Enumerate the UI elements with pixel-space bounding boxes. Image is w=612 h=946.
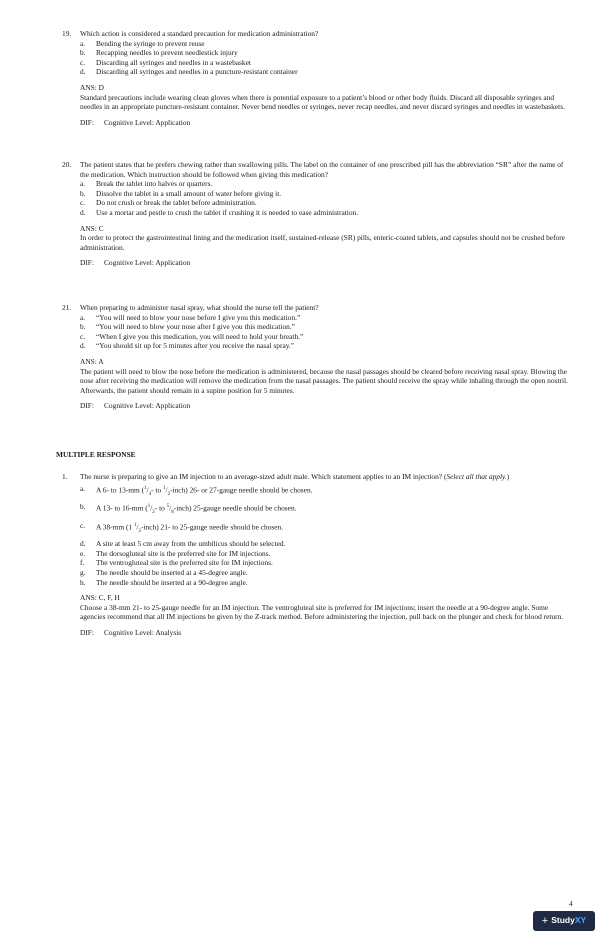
rationale: Standard precautions include wearing clean gloves when there is potential exposure to a patient’s blood or other body fluids. Discard all disposable syringes and needles in an appropriate puncture-resistant container. Never bend needles or syringes, never recap needles, and never discard syringes and needles in wastebaskets. [80,92,565,112]
option-b: b. “You will need to blow your nose after I give you this medication.” [80,322,295,332]
option-c: c. Discarding all syringes and needles in a wastebasket [80,57,251,67]
rationale: The patient will need to blow the nose before the medication is administered, because the nasal passages should be cleared before receiving nasal spray. Blowing the nose after receiving the medication will remove the medication from the nasal passages. The patient should receive the spray while inhaling through the open nostril. Afterwards, the patient should remain in a supine position for 5 minutes. [80,366,568,395]
option-b: b. Recapping needles to prevent needlestick injury [80,48,238,58]
rationale: Choose a 38-mm 21- to 25-gauge needle for an IM injection. The ventrogluteal site is preferred for IM injections; insert the needle at a 90-degree angle. Some agencies recommend that all IM injections be given by the Z-track method. Before administering the injection, pull back on the plunger and check for blood return. [80,602,564,622]
option-a: a. A 6- to 13-mm ($^1/_4-$ to $^1/_2-inch$) 26- or 27-gauge needle should be chosen. [80,483,313,497]
option-a: a. Bending the syringe to prevent reuse [80,38,205,48]
answer-key: ANS: C [80,223,104,233]
question-number: 21. [62,303,72,312]
studyxy-logo[interactable] [533,911,595,931]
option-c: c. A 38-mm (1 $^1/_2-inch$) 21- to 25-gauge needle should be chosen. [80,520,284,534]
question-stem: 21. When preparing to administer nasal spray, what should the nurse tell the patient? [62,303,319,312]
question-stem: 20. The patient states that he prefers chewing rather than swallowing pills. The label on the container of one prescribed pill has the abbreviation “SR” after the name of the medication. Which instruction should be followed when giving this medication? [62,160,564,179]
page-number: 4 [569,899,573,908]
plus-icon: + [541,914,549,927]
option-h: h. The needle should be inserted at a 90-degree angle. [80,577,248,587]
brand-name: StudyXY [551,915,587,926]
option-d: d. Discarding all syringes and needles in a puncture-resistant container [80,67,298,77]
answer-key: ANS: A [80,356,104,366]
option-c: c. “When I give you this medication, you will need to hold your breath.” [80,331,304,341]
question-19 [62,29,572,127]
question-number: 1. [62,472,68,481]
question-stem: 1. The nurse is preparing to give an IM injection to an average-sized adult male. Which statement applies to an IM injection? (Select all that apply.) [62,472,510,481]
answer-key: ANS: C, F, H [80,593,120,603]
difficulty: DIF: Cognitive Level: Application [80,401,191,411]
option-d: d. “You should sit up for 5 minutes after you receive the nasal spray.” [80,341,295,351]
option-d: d. A site at least 5 cm away from the umbilicus should be selected. [80,539,286,549]
option-a: a. “You will need to blow your nose before I give you this medication.” [80,312,301,322]
difficulty: DIF: Cognitive Level: Application [80,117,191,127]
option-b: b. Dissolve the tablet in a small amount of water before giving it. [80,188,282,198]
difficulty: DIF: Cognitive Level: Application [80,258,191,268]
option-c: c. Do not crush or break the tablet before administration. [80,198,257,208]
option-b: b. A 13- to 16-mm ($^1/_2-$ to $^5/_8-inch$) 25-gauge needle should be chosen. [80,502,297,516]
option-d: d. Use a mortar and pestle to crush the tablet if crushing it is needed to ease administration. [80,207,359,217]
question-number: 19. [62,29,72,38]
option-a: a. Break the tablet into halves or quarters. [80,179,213,189]
section-heading: MULTIPLE RESPONSE [56,450,136,459]
multiple-response-question-1 [62,472,572,638]
option-f: f. The ventrogluteal site is the preferred site for IM injections. [80,558,273,568]
question-21 [62,303,572,411]
rationale: In order to protect the gastrointestinal lining and the medication itself, sustained-release (SR) pills, enteric-coated tablets, and capsules should not be crushed before administration. [80,233,565,252]
difficulty: DIF: Cognitive Level: Analysis [80,627,182,637]
option-e: e. The dorsogluteal site is the preferred site for IM injections. [80,548,271,558]
question-stem: 19. Which action is considered a standard precaution for medication administration? [62,29,319,38]
option-g: g. The needle should be inserted at a 45-degree angle. [80,567,248,577]
question-20 [62,160,572,268]
question-number: 20. [62,160,72,169]
answer-key: ANS: D [80,82,105,92]
